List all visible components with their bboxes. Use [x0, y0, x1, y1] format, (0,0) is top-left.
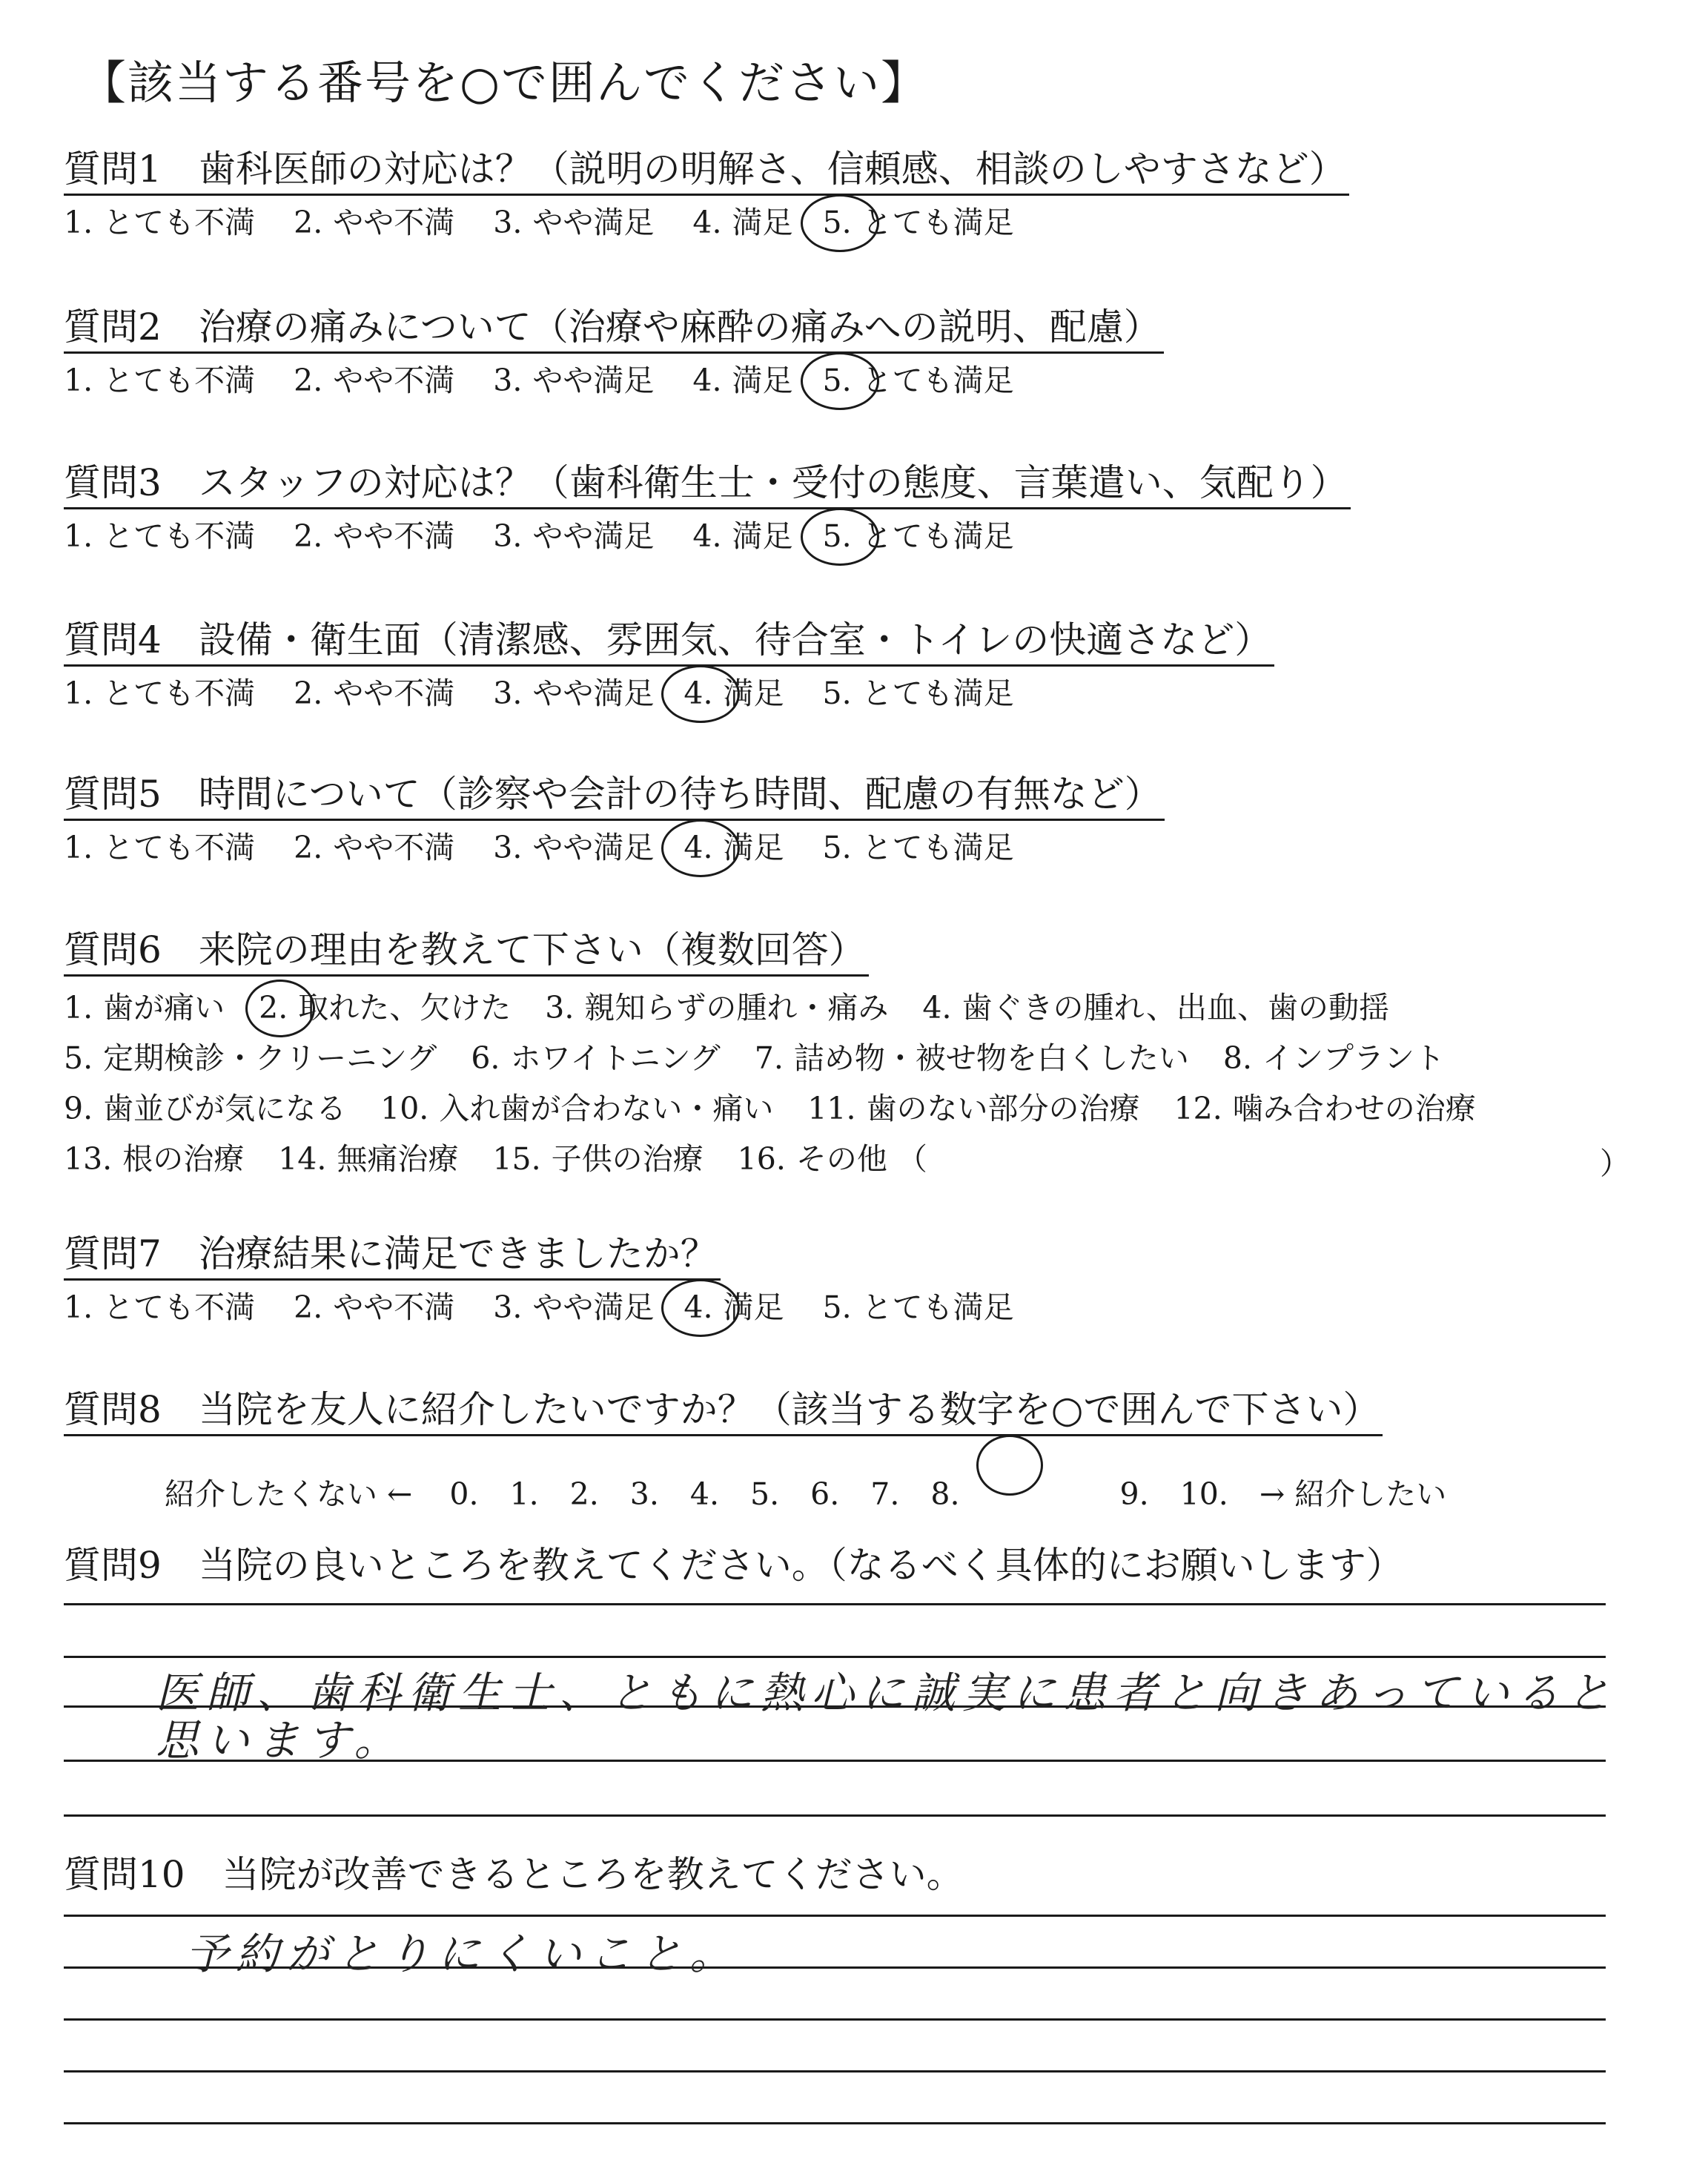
handwritten-answer-line-2: 思います。 [156, 1715, 405, 1766]
answer-line [64, 2018, 1606, 2021]
answer-line [64, 1603, 1606, 1605]
question-title: 質問8 当院を友人に紹介したいですか？（該当する数字を○で囲んで下さい） [64, 1385, 1383, 1436]
reason-row-3 [64, 1088, 1658, 1129]
option-4[interactable]: 4. 満足 [692, 363, 793, 398]
option-3[interactable]: 3. やや満足 [493, 363, 655, 398]
page-title: 【該当する番号を○で囲んでください】 [80, 56, 929, 110]
reason-option-15[interactable]: 15. 子供の治療 [492, 1141, 704, 1177]
reason-row-4 [64, 1138, 1658, 1180]
option-5[interactable]: 5. とても満足 [822, 1289, 1014, 1325]
reason-option-11[interactable]: 11. 歯のない部分の治療 [807, 1091, 1140, 1126]
reason-option-4[interactable]: 4. 歯ぐきの腫れ、出血、歯の動揺 [922, 990, 1389, 1025]
option-3[interactable]: 3. やや満足 [493, 1289, 655, 1325]
question-title: 質問2 治療の痛みについて（治療や麻酔の痛みへの説明、配慮） [64, 303, 1164, 354]
rating-options [64, 515, 1658, 557]
question-2 [64, 303, 1658, 401]
option-4[interactable]: 4. 満足 [692, 518, 793, 554]
question-title: 質問1 歯科医師の対応は？（説明の明解さ、信頼感、相談のしやすさなど） [64, 145, 1349, 196]
question-6 [64, 925, 1658, 1180]
option-3[interactable]: 3. やや満足 [493, 205, 655, 240]
score-7[interactable]: 7. [870, 1476, 900, 1512]
option-5[interactable]: 5. とても満足 [823, 202, 1014, 243]
question-title: 質問10 当院が改善できるところを教えてください。 [64, 1853, 964, 1896]
reason-option-6[interactable]: 6. ホワイトニング [471, 1040, 721, 1076]
option-5[interactable]: 5. とても満足 [823, 360, 1014, 401]
option-1[interactable]: 1. とても不満 [64, 1289, 256, 1325]
question-3 [64, 458, 1658, 557]
score-5[interactable]: 5. [750, 1476, 780, 1512]
option-4[interactable]: 4. 満足 [692, 205, 793, 240]
handwritten-answer-line-1: 医師、歯科衛生士、ともに熱心に誠実に患者と向きあっていると [156, 1668, 1618, 1718]
rating-options [64, 1287, 1658, 1328]
option-3[interactable]: 3. やや満足 [493, 676, 655, 711]
score-6[interactable]: 6. [810, 1476, 840, 1512]
reason-row-1 [64, 987, 1658, 1028]
scale-right-label: → 紹介したい [1259, 1476, 1447, 1512]
option-2[interactable]: 2. やや不満 [294, 363, 455, 398]
question-5 [64, 770, 1658, 868]
handwritten-answer: 予約がとりにくいこと。 [185, 1929, 741, 1979]
reason-option-3[interactable]: 3. 親知らずの腫れ・痛み [545, 990, 889, 1025]
other-close-paren: ） [1600, 1146, 1630, 1181]
rating-options [64, 202, 1658, 243]
option-2[interactable]: 2. やや不満 [294, 205, 455, 240]
score-1[interactable]: 1. [509, 1476, 539, 1512]
reason-option-16[interactable]: 16. その他 （ [737, 1141, 927, 1177]
score-0[interactable]: 0. [449, 1476, 479, 1512]
option-1[interactable]: 1. とても不満 [64, 676, 256, 711]
question-title: 質問4 設備・衛生面（清潔感、雰囲気、待合室・トイレの快適さなど） [64, 615, 1274, 667]
reason-option-1[interactable]: 1. 歯が痛い [64, 990, 225, 1025]
score-4[interactable]: 4. [689, 1476, 720, 1512]
other-open-paren: （ [896, 1141, 927, 1177]
option-2[interactable]: 2. やや不満 [294, 830, 455, 865]
question-10 [64, 1850, 1658, 1899]
reason-option-9[interactable]: 9. 歯並びが気になる [64, 1091, 347, 1126]
option-2[interactable]: 2. やや不満 [294, 1289, 455, 1325]
answer-line [64, 2070, 1606, 2073]
option-4[interactable]: 4. 満足 [683, 673, 784, 714]
reason-option-7[interactable]: 7. 詰め物・被せ物を白くしたい [754, 1040, 1189, 1076]
rating-options [64, 673, 1658, 714]
option-3[interactable]: 3. やや満足 [493, 518, 655, 554]
rating-options [64, 827, 1658, 868]
reason-option-8[interactable]: 8. インプラント [1222, 1040, 1445, 1076]
reason-option-13[interactable]: 13. 根の治療 [64, 1141, 245, 1177]
question-8 [64, 1385, 1658, 1515]
option-1[interactable]: 1. とても不満 [64, 830, 256, 865]
question-title: 質問6 来院の理由を教えて下さい（複数回答） [64, 925, 869, 977]
reason-row-2 [64, 1037, 1658, 1079]
recommend-scale [165, 1444, 1658, 1515]
score-8[interactable]: 8. [930, 1444, 1088, 1515]
score-9[interactable]: 9. [1119, 1476, 1149, 1512]
question-7 [64, 1229, 1658, 1328]
option-1[interactable]: 1. とても不満 [64, 205, 256, 240]
option-5[interactable]: 5. とても満足 [822, 830, 1014, 865]
question-title: 質問5 時間について（診察や会計の待ち時間、配慮の有無など） [64, 770, 1165, 821]
option-4[interactable]: 4. 満足 [683, 1287, 784, 1328]
reason-option-2[interactable]: 2. 取れた、欠けた [259, 987, 511, 1028]
question-1 [64, 145, 1658, 243]
answer-line [64, 1814, 1606, 1817]
selection-circle [976, 1435, 1043, 1496]
option-3[interactable]: 3. やや満足 [493, 830, 655, 865]
scale-left-label: 紹介したくない ← [165, 1476, 413, 1512]
option-5[interactable]: 5. とても満足 [823, 515, 1014, 557]
question-9 [64, 1541, 1658, 1590]
rating-options [64, 360, 1658, 401]
score-3[interactable]: 3. [629, 1476, 659, 1512]
option-2[interactable]: 2. やや不満 [294, 676, 455, 711]
option-5[interactable]: 5. とても満足 [822, 676, 1014, 711]
reason-option-5[interactable]: 5. 定期検診・クリーニング [64, 1040, 437, 1076]
question-4 [64, 615, 1658, 714]
option-1[interactable]: 1. とても不満 [64, 518, 256, 554]
question-title: 質問3 スタッフの対応は？（歯科衛生士・受付の態度、言葉遣い、気配り） [64, 458, 1351, 509]
option-4[interactable]: 4. 満足 [683, 827, 784, 868]
reason-option-14[interactable]: 14. 無痛治療 [278, 1141, 459, 1177]
reason-option-10[interactable]: 10. 入れ歯が合わない・痛い [380, 1091, 774, 1126]
reason-option-12[interactable]: 12. 噛み合わせの治療 [1174, 1091, 1476, 1126]
option-2[interactable]: 2. やや不満 [294, 518, 455, 554]
answer-line [64, 1915, 1606, 1917]
question-title: 質問9 当院の良いところを教えてください。（なるべく具体的にお願いします） [64, 1544, 1403, 1587]
question-title: 質問7 治療結果に満足できましたか？ [64, 1229, 721, 1281]
option-1[interactable]: 1. とても不満 [64, 363, 256, 398]
score-10[interactable]: 10. [1179, 1476, 1228, 1512]
score-2[interactable]: 2. [569, 1476, 599, 1512]
answer-line [64, 2122, 1606, 2124]
